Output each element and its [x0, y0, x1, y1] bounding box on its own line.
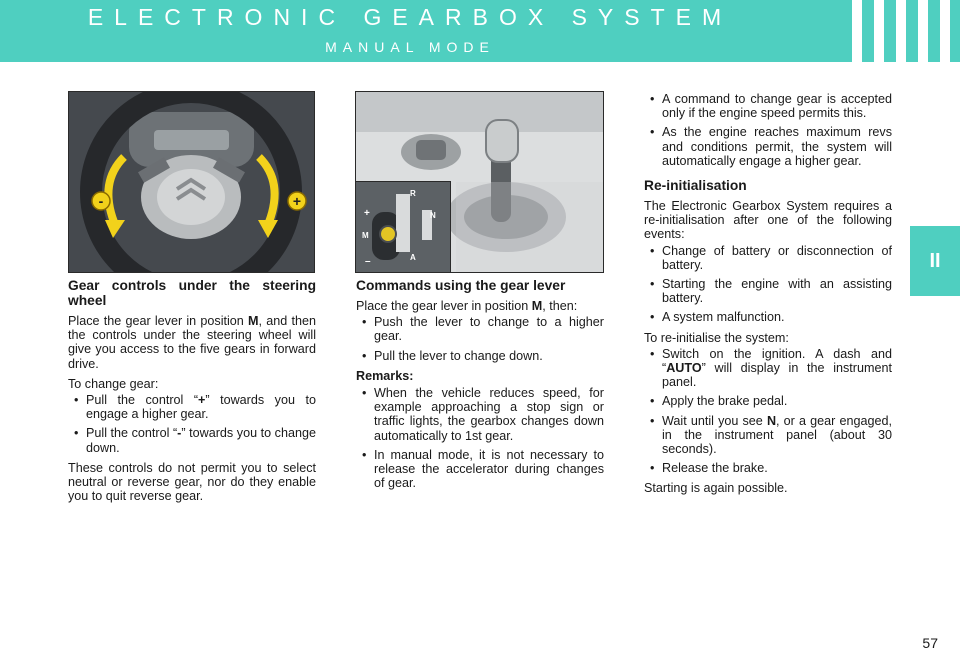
column-reinitialisation — [644, 92, 892, 502]
list-remarks — [362, 386, 604, 490]
list-item: • Switch on the ignition. A dash and “AUTO” will display in the instrument panel. — [650, 347, 892, 390]
list-item: • Pull the lever to change down. — [362, 349, 604, 363]
gate-m-label: M — [362, 231, 369, 240]
list-item: • In manual mode, it is not necessary to release the accelerator during changes of gear. — [362, 448, 604, 491]
list-conditions — [650, 92, 892, 168]
list-item: • When the vehicle reduces speed, for example approaching a stop sign or traffic lights, the gearbox changes down automatically to 1st gear. — [362, 386, 604, 443]
gate-n-label: N — [430, 211, 436, 220]
paragraph-lever-intro: Place the gear lever in position M, then: — [356, 299, 578, 313]
list-steps — [650, 347, 892, 476]
gate-plus-label: + — [364, 208, 370, 219]
list-item: • Apply the brake pedal. — [650, 394, 892, 408]
list-item: • Push the lever to change to a higher gear. — [362, 315, 604, 343]
list-item: • As the engine reaches maximum revs and conditions permit, the system will automatically engage a higher gear. — [650, 125, 892, 168]
paragraph-intro: Place the gear lever in position M, and then the controls under the steering wheel will give you access to the five gears in forward drive. — [68, 314, 316, 371]
paragraph-starting-possible: Starting is again possible. — [644, 481, 788, 496]
list-item: • Pull the control “+” towards you to engage a higher gear. — [74, 393, 316, 421]
page-title: ELECTRONIC GEARBOX SYSTEM — [87, 4, 733, 30]
gate-minus-label: – — [365, 256, 371, 267]
column-gear-lever — [356, 278, 604, 496]
list-item: • Change of battery or disconnection of battery. — [650, 244, 892, 272]
paragraph-limits: These controls do not permit you to select neutral or reverse gear, nor do they enable you to quit reverse gear. — [68, 460, 316, 504]
gate-r-label: R — [410, 189, 416, 198]
list-events — [650, 244, 892, 325]
paragraph-reinit-steps: To re-initialise the system: — [644, 330, 789, 345]
gear-gate-diagram — [355, 181, 451, 273]
list-item: • Release the brake. — [650, 461, 892, 475]
list-item: • Pull the control “-” towards you to change down. — [74, 426, 316, 454]
remarks-label: Remarks: — [356, 368, 414, 383]
list-gear-change — [74, 393, 316, 455]
heading-steering-controls: Gear controls under the steering wheel — [68, 278, 316, 308]
list-item: • Starting the engine with an assisting battery. — [650, 277, 892, 305]
list-item: • A system malfunction. — [650, 310, 892, 324]
gate-a-label: A — [410, 253, 416, 262]
list-item: • Wait until you see N, or a gear engaged, in the instrument panel (about 30 seconds). — [650, 414, 892, 457]
steering-wheel-photo — [68, 91, 315, 273]
plus-label: + — [292, 193, 302, 209]
paragraph-to-change: To change gear: — [68, 376, 159, 391]
header-stripes — [830, 0, 960, 62]
chapter-tab: II — [910, 226, 960, 296]
heading-gear-lever: Commands using the gear lever — [356, 278, 566, 293]
list-lever-commands — [362, 315, 604, 363]
heading-reinitialisation: Re-initialisation — [644, 178, 747, 194]
paragraph-reinit-intro: The Electronic Gearbox System requires a re-initialisation after one of the following events: — [644, 199, 892, 242]
list-item: • A command to change gear is accepted only if the engine speed permits this. — [650, 92, 892, 120]
minus-label: - — [98, 193, 104, 209]
page-subtitle: MANUAL MODE — [325, 39, 495, 55]
column-steering-controls — [68, 278, 316, 509]
page-header — [0, 0, 960, 62]
page-number: 57 — [922, 635, 938, 651]
